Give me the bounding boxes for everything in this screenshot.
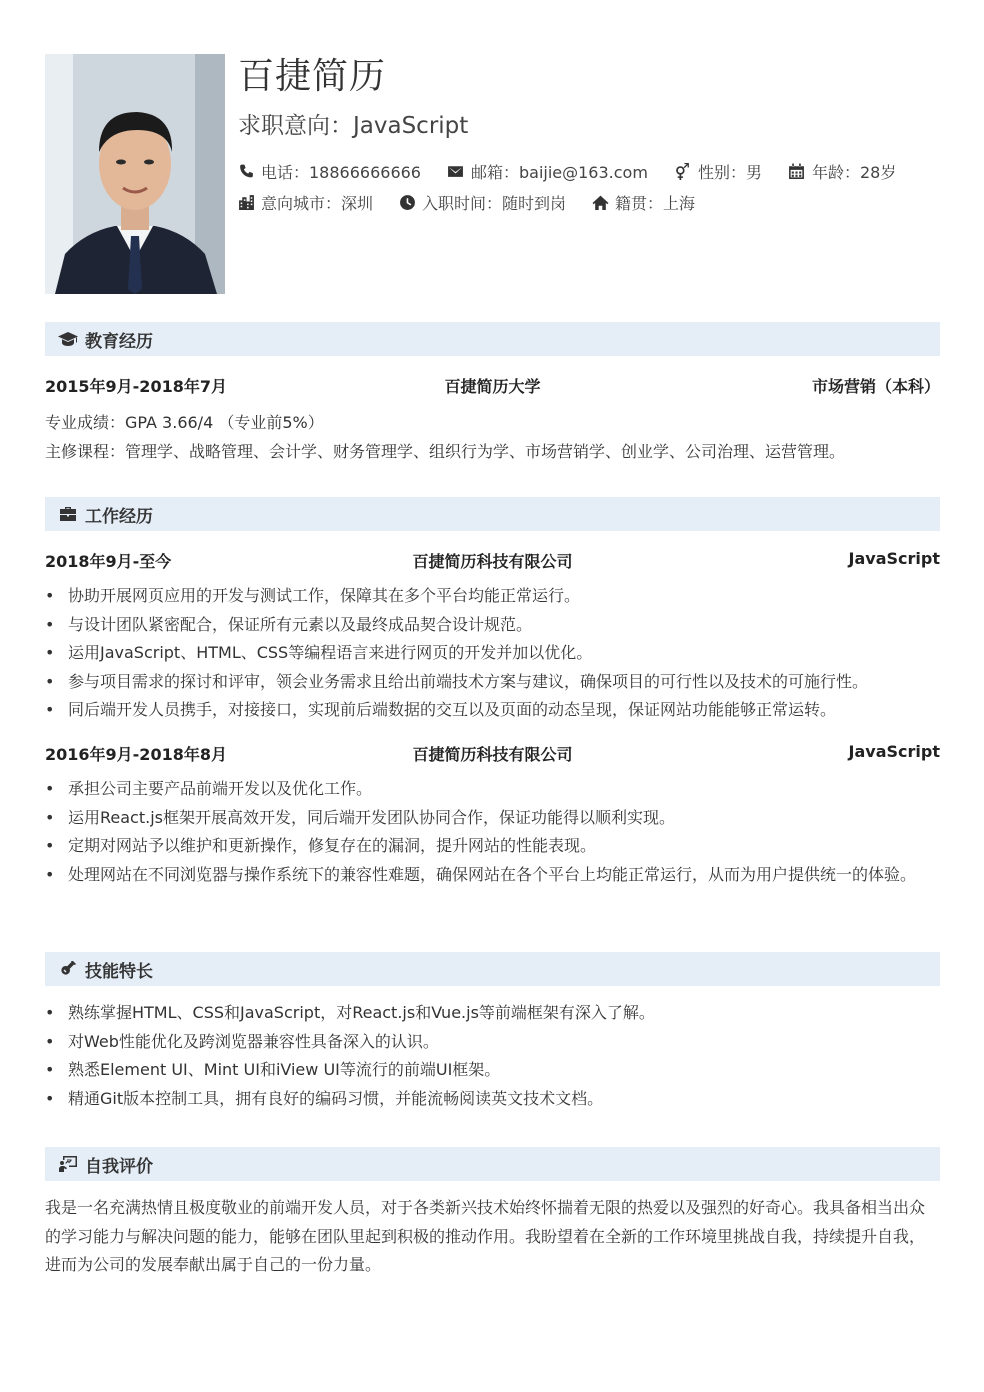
skills-title: 技能特长: [85, 961, 153, 982]
info-phone: [236, 160, 421, 183]
list-item: • 熟悉Element UI、Mint UI和iView UI等流行的前端UI框架。: [45, 1056, 940, 1085]
mail-icon: [446, 163, 466, 181]
education-major: 市场营销（本科）: [811, 377, 940, 396]
education-period: 2015年9月-2018年7月: [45, 377, 227, 396]
job-2-company: 百捷简历科技有限公司: [412, 745, 573, 764]
education-section-header: [45, 322, 940, 356]
age-text: 年龄：28岁: [811, 163, 897, 182]
email-text: 邮箱：baijie@163.com: [470, 163, 648, 182]
list-item: • 运用React.js框架开展高效开发，同后端开发团队协同合作，保证功能得以顺利实现。: [45, 804, 940, 833]
job-1-duties: [45, 582, 940, 725]
gender-text: 性别：男: [697, 163, 762, 182]
city-text: 意向城市：深圳: [261, 194, 374, 213]
candidate-name: 百捷简历: [238, 56, 387, 97]
phone-icon: [236, 163, 256, 181]
job-2-row: [45, 742, 940, 766]
self-eval-title: 自我评价: [85, 1156, 153, 1177]
home-icon: [590, 194, 610, 212]
self-eval-section-header: [45, 1147, 940, 1181]
education-school: 百捷简历大学: [444, 377, 541, 396]
skills-section-header: [45, 952, 940, 986]
list-item: • 参与项目需求的探讨和评审，领会业务需求且给出前端技术方案与建议，确保项目的可行性以及技术的可施行性。: [45, 668, 940, 697]
job-2-role: JavaScript: [848, 742, 940, 761]
graduation-cap-icon: [57, 329, 79, 349]
list-item: • 熟练掌握HTML、CSS和JavaScript，对React.js和Vue.js等前端框架有深入了解。: [45, 999, 940, 1028]
list-item: • 与设计团队紧密配合，保证所有元素以及最终成品契合设计规范。: [45, 611, 940, 640]
list-item: • 协助开展网页应用的开发与测试工作，保障其在多个平台均能正常运行。: [45, 582, 940, 611]
info-email: [446, 160, 648, 183]
list-item: • 运用JavaScript、HTML、CSS等编程语言来进行网页的开发并加以优化。: [45, 639, 940, 668]
list-item: • 处理网站在不同浏览器与操作系统下的兼容性难题，确保网站在各个平台上均能正常运行，从而为用户提供统一的体验。: [45, 861, 940, 890]
profile-photo: [45, 54, 225, 294]
hometown-text: 籍贯：上海: [615, 194, 696, 213]
list-item: • 同后端开发人员携手，对接接口，实现前后端数据的交互以及页面的动态呈现，保证网站功能能够正常运转。: [45, 696, 940, 725]
job-1-period: 2018年9月-至今: [45, 552, 172, 571]
guitar-icon: [57, 959, 79, 979]
info-age: [787, 160, 896, 183]
briefcase-icon: [57, 504, 79, 524]
education-title: 教育经历: [85, 331, 153, 352]
calendar-icon: [787, 163, 807, 181]
work-section-header: [45, 497, 940, 531]
info-city: [236, 191, 373, 214]
phone-text: 电话：18866666666: [261, 163, 421, 182]
start-text: 入职时间：随时到岗: [422, 194, 567, 213]
info-row-2: [236, 191, 719, 214]
education-courses: 主修课程：管理学、战略管理、会计学、财务管理学、组织行为学、市场营销学、创业学、公司治理、运营管理。: [45, 442, 846, 461]
job-2-period: 2016年9月-2018年8月: [45, 745, 227, 764]
job-1-role: JavaScript: [848, 549, 940, 568]
info-hometown: [590, 191, 695, 214]
list-item: • 对Web性能优化及跨浏览器兼容性具备深入的认识。: [45, 1028, 940, 1057]
city-icon: [236, 194, 256, 212]
skills-list: [45, 999, 940, 1113]
job-intent: 求职意向：JavaScript: [238, 113, 469, 139]
gender-icon: [673, 163, 693, 181]
list-item: • 精通Git版本控制工具，拥有良好的编码习惯，并能流畅阅读英文技术文档。: [45, 1085, 940, 1114]
self-eval-text: 我是一名充满热情且极度敬业的前端开发人员，对于各类新兴技术始终怀揣着无限的热爱以及强烈的好奇心。我具备相当出众的学习能力与解决问题的能力，能够在团队里起到积极的推动作用。我盼望着在全新的工作环境里挑战自我，持续提升自我，进而为公司的发展奉献出属于自己的一份力量。: [45, 1198, 926, 1274]
presentation-icon: [57, 1154, 79, 1174]
job-2-duties: [45, 775, 940, 889]
clock-icon: [397, 194, 417, 212]
education-row: [45, 374, 940, 398]
job-1-row: [45, 549, 940, 573]
job-1-company: 百捷简历科技有限公司: [412, 552, 573, 571]
list-item: • 定期对网站予以维护和更新操作，修复存在的漏洞，提升网站的性能表现。: [45, 832, 940, 861]
info-start: [397, 191, 566, 214]
work-title: 工作经历: [85, 506, 153, 527]
list-item: • 承担公司主要产品前端开发以及优化工作。: [45, 775, 940, 804]
education-gpa: 专业成绩：GPA 3.66/4 （专业前5%）: [45, 413, 324, 432]
info-gender: [673, 160, 762, 183]
info-row-1: [236, 160, 920, 183]
